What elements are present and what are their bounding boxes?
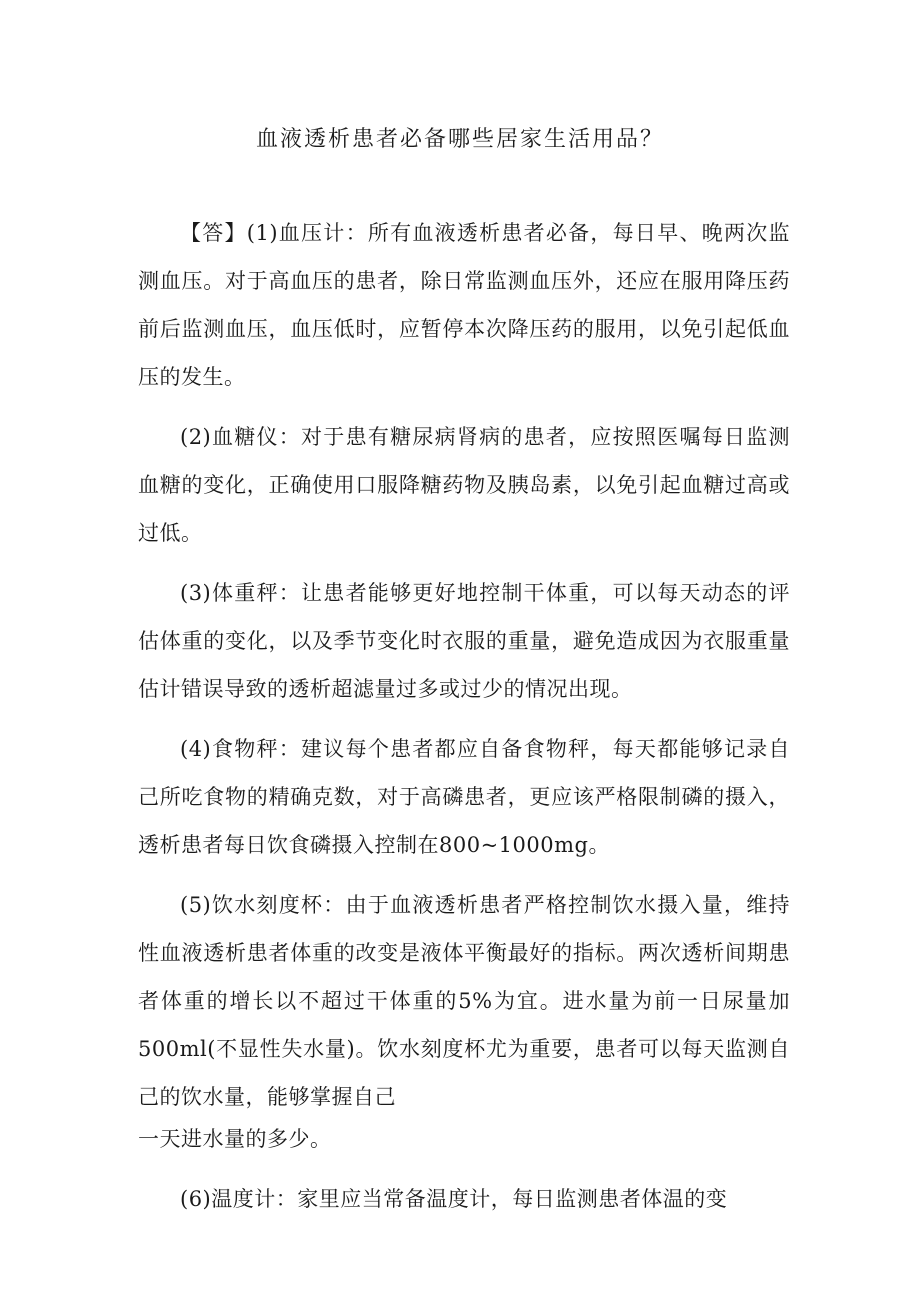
paragraph-food-scale: (4)食物秤：建议每个患者都应自备食物秤，每天都能够记录自己所吃食物的精确克数，对于高磷患者，更应该严格限制磷的摄入，透析患者每日饮食磷摄入控制在800~1000mg。 (138, 737, 790, 857)
paragraph-thermometer: (6)温度计：家里应当常备温度计，每日监测患者体温的变 (180, 1187, 728, 1211)
document-body (138, 209, 790, 1223)
paragraph-measuring-cup-tail: 一天进水量的多少。 (138, 1127, 332, 1151)
paragraph-blood-pressure-monitor: 【答】(1)血压计：所有血液透析患者必备，每日早、晚两次监测血压。对于高血压的患者，除日常监测血压外，还应在服用降压药前后监测血压，血压低时，应暂停本次降压药的服用，以免引起低血压的发生。 (138, 221, 790, 389)
paragraph-glucose-meter: (2)血糖仪：对于患有糖尿病肾病的患者，应按照医嘱每日监测血糖的变化，正确使用口服降糖药物及胰岛素，以免引起血糖过高或过低。 (138, 425, 790, 545)
paragraph-body-weight-scale: (3)体重秤：让患者能够更好地控制干体重，可以每天动态的评估体重的变化，以及季节变化时衣服的重量，避免造成因为衣服重量估计错误导致的透析超滤量过多或过少的情况出现。 (138, 581, 790, 701)
paragraph-measuring-cup: (5)饮水刻度杯：由于血液透析患者严格控制饮水摄入量，维持性血液透析患者体重的改变是液体平衡最好的指标。两次透析间期患者体重的增长以不超过干体重的5%为宜。进水量为前一日尿量加500ml(不显性失水量)。饮水刻度杯尤为重要，患者可以每天监测自己的饮水量，能够掌握自己 (138, 893, 790, 1109)
document-title: 血液透析患者必备哪些居家生活用品？ (255, 127, 664, 152)
